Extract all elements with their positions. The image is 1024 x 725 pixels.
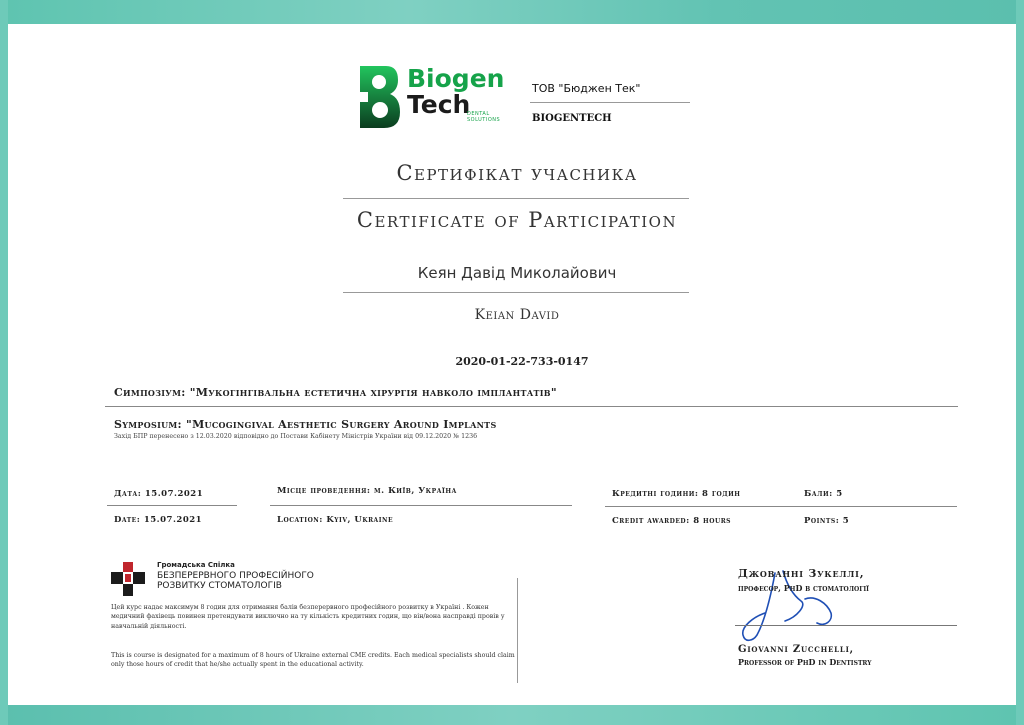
points-ua: Бали: 5 — [804, 489, 843, 499]
date-divider — [107, 505, 237, 506]
organization-name-line1: БЕЗПЕРЕРВНОГО ПРОФЕСІЙНОГО — [157, 571, 314, 581]
date-en: Date: 15.07.2021 — [114, 515, 203, 525]
signatory-name-en: Giovanni Zucchelli, — [738, 644, 854, 655]
company-divider — [530, 102, 690, 103]
organization-cross-logo-icon — [111, 562, 145, 596]
name-divider — [343, 292, 689, 293]
bottom-decorative-border — [0, 705, 1024, 725]
biogen-logo-mark-icon — [352, 62, 402, 132]
title-divider — [343, 198, 689, 199]
symposium-divider — [105, 406, 958, 407]
participant-name-ua: Кеян Давід Миколайович — [417, 264, 617, 282]
logo-brand-line2: Tech — [407, 90, 471, 119]
organization-type: Громадська Спілка — [157, 561, 235, 569]
credit-hours-en: Credit awarded: 8 hours — [612, 516, 732, 526]
biogen-tech-logo — [352, 62, 512, 134]
credit-divider — [605, 506, 957, 507]
certificate-number: 2020-01-22-733-0147 — [455, 355, 589, 368]
symposium-note: Захід БПР перенесено з 12.03.2020 відповідно до Постави Кабінету Міністрів України від 09.12.2020 № 1236 — [114, 433, 478, 440]
company-name-ua: ТОВ "Бюджен Тек" — [532, 82, 641, 95]
credit-hours-ua: Кредитні години: 8 годин — [612, 489, 741, 499]
symposium-title-en: Symposium: "Mucogingival Aesthetic Surgery Around Implants — [114, 418, 497, 431]
company-name-en: BIOGENTECH — [532, 113, 612, 124]
location-ua: Місце проведення: м. Київ, Україна — [277, 486, 457, 496]
logo-tagline-line2: SOLUTIONS — [467, 117, 501, 123]
date-ua: Дата: 15.07.2021 — [114, 489, 204, 499]
course-statement-en: This is course is designated for a maximum of 8 hours of Ukraine external CME credits. Each medical specialists should claim only those hours of credit that he/she actually spent in the educational activity. — [111, 652, 515, 669]
participant-name-en: Keian David — [474, 307, 560, 323]
points-en: Points: 5 — [804, 516, 850, 526]
signatory-name-ua: Джованні Зукеллі, — [738, 567, 865, 580]
logo-tagline-line1: DENTAL — [467, 111, 490, 117]
logo-tagline — [467, 111, 507, 123]
organization-name-line2: РОЗВИТКУ СТОМАТОЛОГІВ — [157, 581, 282, 591]
signatory-title-en: Professor of PhD in Dentistry — [738, 657, 872, 667]
footer-vertical-divider — [517, 578, 518, 683]
signature-line — [735, 625, 957, 626]
location-en: Location: Kyiv, Ukraine — [277, 515, 394, 525]
course-statement-ua: Цей курс надає максимум 8 годин для отримання балів безперервного професійного розвитку в Україні . Кожен медичний фахівець повинен претендувати виключно на ту кількість кредитних годин, що він/вона насправді провів у навчальній діяльності. — [111, 604, 505, 630]
signatory-title-ua: професор, PhD в стоматології — [738, 583, 869, 593]
certificate-title-ua: Сертифікат учасника — [396, 161, 638, 185]
organization-name — [157, 571, 314, 591]
logo-brand-line1: Biogen — [407, 64, 505, 93]
symposium-title-ua: Симпозіум: "Мукогінгівальна естетична хірургія навколо імплантатів" — [114, 386, 557, 399]
certificate-title-en: Certificate of Participation — [356, 208, 678, 232]
location-divider — [270, 505, 572, 506]
top-decorative-border — [0, 0, 1024, 24]
